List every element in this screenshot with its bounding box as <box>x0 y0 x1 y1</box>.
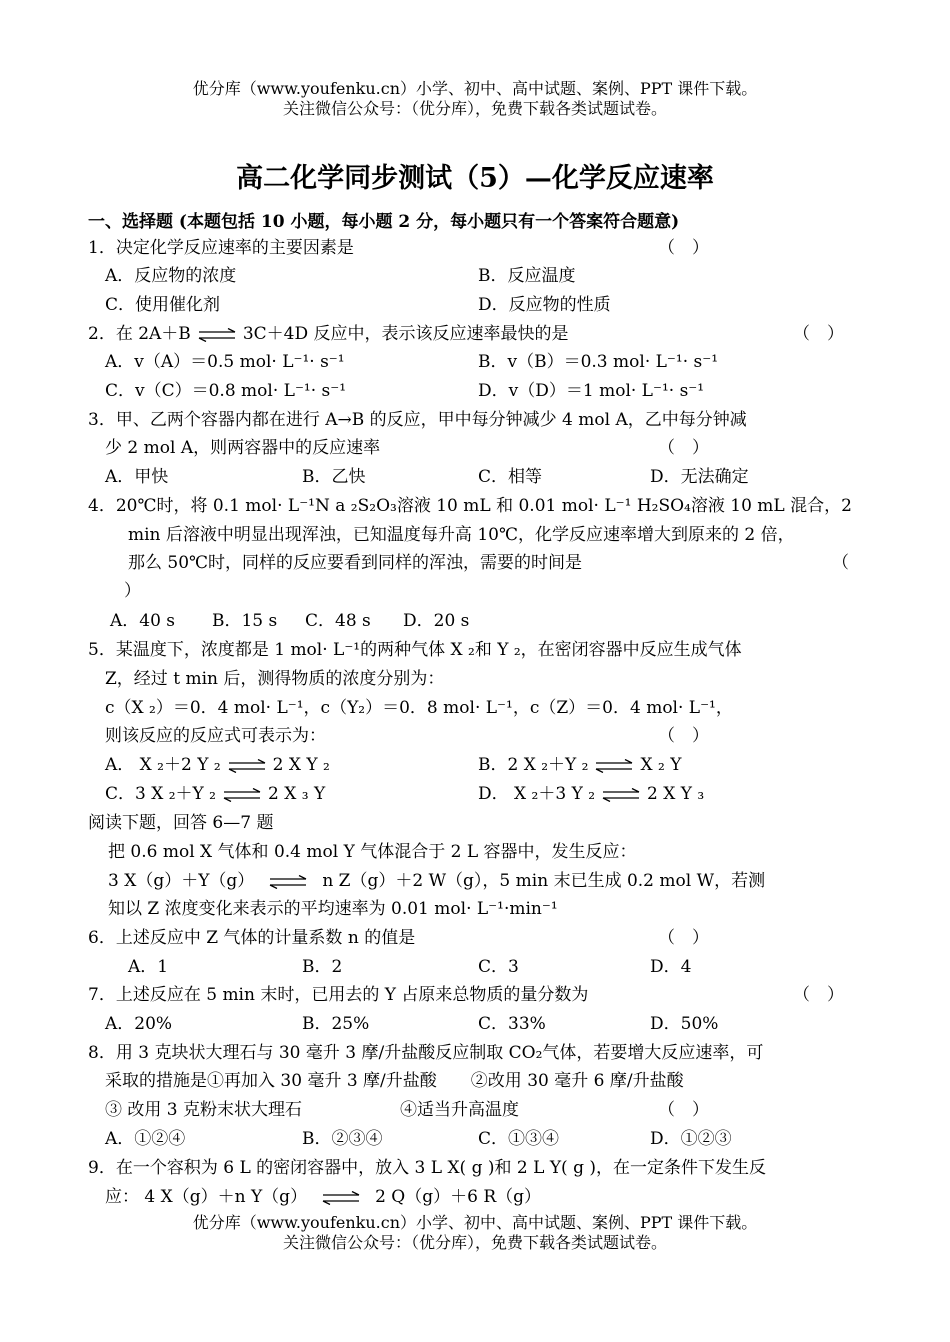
q8-answer-blank: （ ） <box>658 1100 709 1120</box>
q2-option-d: D．v（D）＝1 mol· L⁻¹· s⁻¹ <box>478 381 705 401</box>
q1-option-c: C．使用催化剂 <box>105 295 221 315</box>
q8-option-b: B．②③④ <box>302 1129 383 1149</box>
q3-answer-blank: （ ） <box>658 438 709 458</box>
q2-option-c: C．v（C）＝0.8 mol· L⁻¹· s⁻¹ <box>105 381 347 401</box>
q8-line-3a: ③ 改用 3 克粉末状大理石 <box>105 1100 303 1120</box>
reading-line-2: 3 X（g）＋Y（g） n Z（g）＋2 W（g），5 min 末已生成 0.2 mol W，若测 <box>108 871 766 891</box>
q8-line-1: 8．用 3 克块状大理石与 30 毫升 3 摩/升盐酸反应制取 CO₂气体，若要增大反应速率，可 <box>88 1043 764 1063</box>
q2-stem-right: 3C＋4D 反应中，表示该反应速率最快的是 <box>242 324 569 344</box>
q6-option-a: A．1 <box>128 957 169 977</box>
q2-option-a: A．v（A）＝0.5 mol· L⁻¹· s⁻¹ <box>105 352 345 372</box>
q8-option-d: D．①②③ <box>650 1129 732 1149</box>
q4-option-b: B．15 s <box>212 611 278 631</box>
q7-answer-blank: （ ） <box>793 985 844 1005</box>
q2-stem <box>88 324 569 344</box>
equilibrium-arrow-icon <box>321 1191 361 1205</box>
q4-line-3: 那么 50℃时，同样的反应要看到同样的浑浊，需要的时间是 <box>128 553 583 573</box>
header-line-2: 关注微信公众号：（优分库），免费下载各类试题试卷。 <box>282 99 667 118</box>
q5-option-a: A． X ₂＋2 Y ₂ 2 X Y ₂ <box>105 755 330 775</box>
q4-line-1: 4．20℃时，将 0.1 mol· L⁻¹N a ₂S₂O₃溶液 10 mL 和 0.01 mol· L⁻¹ H₂SO₄溶液 10 mL 混合，2 <box>88 496 852 516</box>
reading-line-1: 把 0.6 mol X 气体和 0.4 mol Y 气体混合于 2 L 容器中，发生反应： <box>108 842 637 862</box>
q5-line-3: c（X ₂）＝0．4 mol· L⁻¹，c（Y₂）＝0．8 mol· L⁻¹，c（Z）＝0．4 mol· L⁻¹， <box>105 698 733 718</box>
q6-option-c: C．3 <box>478 957 519 977</box>
q4-option-c: C．48 s <box>305 611 371 631</box>
page-title: 高二化学同步测试（5）—化学反应速率 <box>236 163 714 194</box>
section-heading: 一、选择题 (本题包括 10 小题，每小题 2 分，每小题只有一个答案符合题意) <box>88 212 680 232</box>
q9-line-1: 9．在一个容积为 6 L 的密闭容器中，放入 3 L X( g )和 2 L Y( g )，在一定条件下发生反 <box>88 1158 766 1178</box>
q6-answer-blank: （ ） <box>658 928 709 948</box>
q4-option-a: A．40 s <box>110 611 176 631</box>
q8-option-a: A．①②④ <box>105 1129 186 1149</box>
q2-answer-blank: （ ） <box>793 324 844 344</box>
footer-line-1: 优分库（www.youfenku.cn）小学、初中、高中试题、案例、PPT 课件下载。 <box>192 1213 758 1232</box>
q2-stem-left: 2．在 2A＋B <box>88 324 191 344</box>
q7-option-c: C．33% <box>478 1014 546 1034</box>
q1-stem: 1．决定化学反应速率的主要因素是 <box>88 238 354 258</box>
q5-line-4: 则该反应的反应式可表示为： <box>105 726 326 746</box>
q6-option-b: B．2 <box>302 957 343 977</box>
equilibrium-arrow-icon <box>268 875 308 889</box>
q4-line-2: min 后溶液中明显出现浑浊，已知温度每升高 10℃，化学反应速率增大到原来的 2 倍， <box>128 525 795 545</box>
q8-line-2: 采取的措施是①再加入 30 毫升 3 摩/升盐酸 ②改用 30 毫升 6 摩/升盐酸 <box>105 1071 684 1091</box>
q7-option-d: D．50% <box>650 1014 719 1034</box>
q4-option-d: D．20 s <box>403 611 470 631</box>
q3-option-d: D．无法确定 <box>650 467 749 487</box>
q3-line-1: 3．甲、乙两个容器内都在进行 A→B 的反应，甲中每分钟减少 4 mol A，乙中每分钟减 <box>88 410 747 430</box>
q5-line-1: 5．某温度下，浓度都是 1 mol· L⁻¹的两种气体 X ₂和 Y ₂，在密闭容器中反应生成气体 <box>88 640 742 660</box>
q5-option-d: D． X ₂＋3 Y ₂ 2 X Y ₃ <box>478 784 705 804</box>
q9-line-2: 应： 4 X（g）＋n Y（g） 2 Q（g）＋6 R（g） <box>105 1187 542 1207</box>
q7-stem: 7．上述反应在 5 min 末时，已用去的 Y 占原来总物质的量分数为 <box>88 985 589 1005</box>
equilibrium-arrow-icon <box>594 759 634 773</box>
q5-option-b: B．2 X ₂＋Y ₂ X ₂ Y <box>478 755 682 775</box>
q7-option-a: A．20% <box>105 1014 173 1034</box>
q5-answer-blank: （ ） <box>658 726 709 746</box>
q3-line-2: 少 2 mol A，则两容器中的反应速率 <box>105 438 381 458</box>
equilibrium-arrow-icon <box>601 788 641 802</box>
q2-option-b: B．v（B）＝0.3 mol· L⁻¹· s⁻¹ <box>478 352 719 372</box>
q8-line-3b: ④适当升高温度 <box>400 1100 519 1120</box>
q3-option-a: A．甲快 <box>105 467 169 487</box>
q5-line-2: Z，经过 t min 后，测得物质的浓度分别为： <box>105 669 445 689</box>
reading-intro: 阅读下题，回答 6—7 题 <box>88 813 274 833</box>
q7-option-b: B．25% <box>302 1014 370 1034</box>
q4-paren-close: ） <box>124 581 141 601</box>
q5-option-c: C．3 X ₂＋Y ₂ 2 X ₃ Y <box>105 784 326 804</box>
q1-option-b: B．反应温度 <box>478 266 576 286</box>
q8-option-c: C．①③④ <box>478 1129 560 1149</box>
footer-line-2: 关注微信公众号：（优分库），免费下载各类试题试卷。 <box>282 1233 667 1252</box>
q3-option-b: B．乙快 <box>302 467 366 487</box>
header-line-1: 优分库（www.youfenku.cn）小学、初中、高中试题、案例、PPT 课件下载。 <box>192 79 758 98</box>
q1-answer-blank: （ ） <box>658 238 709 258</box>
reading-line-3: 知以 Z 浓度变化来表示的平均速率为 0.01 mol· L⁻¹·min⁻¹ <box>108 899 558 919</box>
equilibrium-arrow-icon <box>222 788 262 802</box>
q6-option-d: D．4 <box>650 957 692 977</box>
q3-option-c: C．相等 <box>478 467 543 487</box>
q4-paren-open: （ <box>832 553 849 573</box>
q1-option-d: D．反应物的性质 <box>478 295 611 315</box>
equilibrium-arrow-icon <box>227 759 267 773</box>
q6-stem: 6．上述反应中 Z 气体的计量系数 n 的值是 <box>88 928 416 948</box>
q1-option-a: A．反应物的浓度 <box>105 266 237 286</box>
equilibrium-arrow-icon <box>197 328 237 342</box>
